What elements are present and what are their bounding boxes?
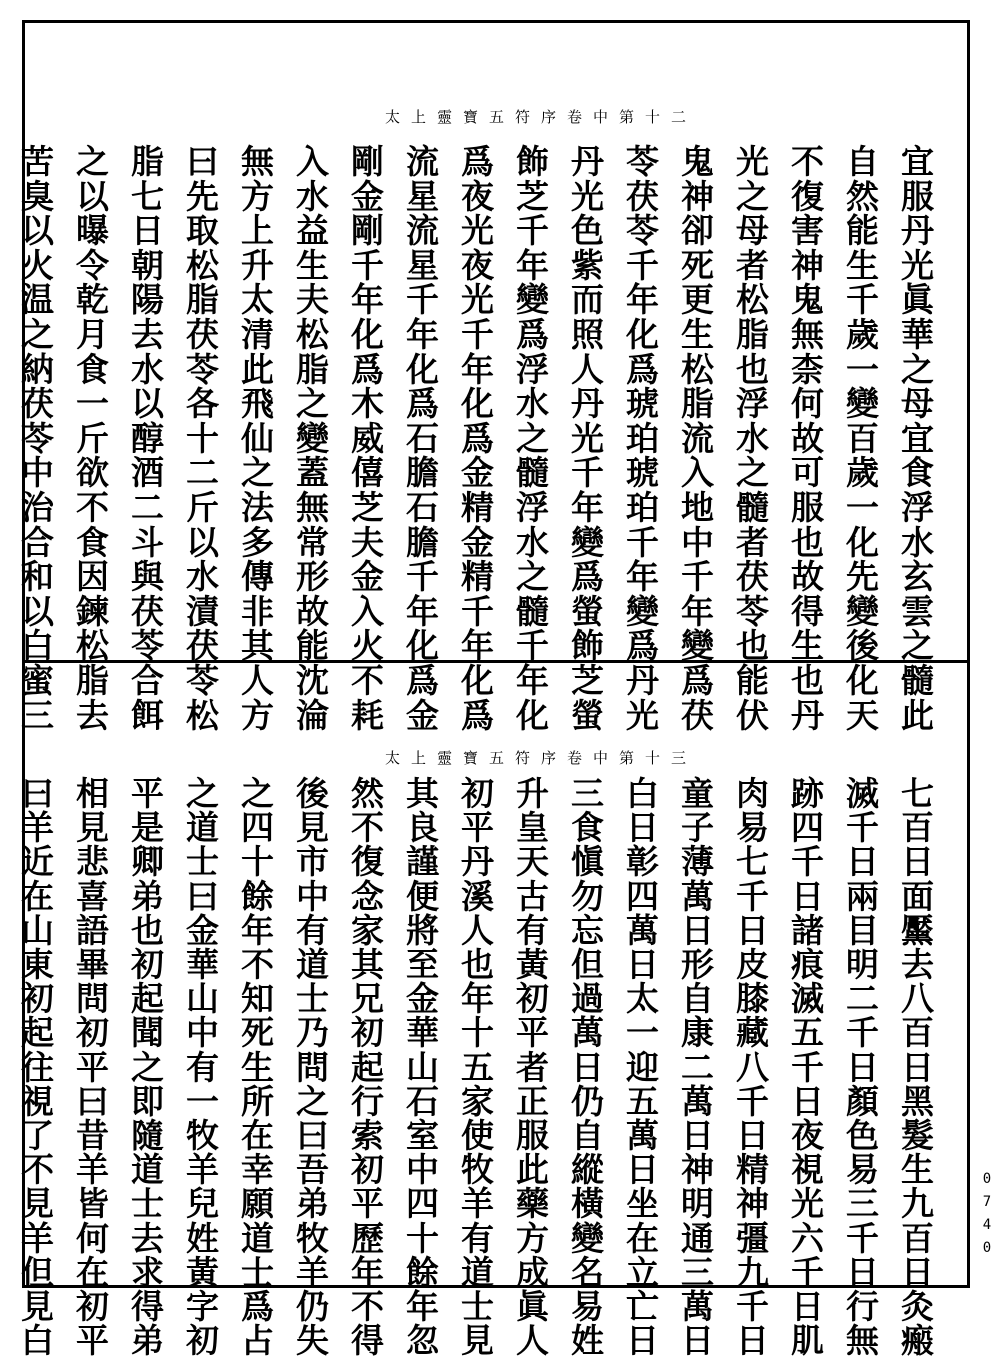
text-column: 跡四千日諸痕滅五千日夜視光六千日肌: [791, 774, 824, 1360]
text-column: 苦臭以火温之納茯苓中治合和以白蜜三: [21, 142, 54, 735]
bottom-page-panel: [21, 663, 967, 1360]
text-column: 然不復念家其兄初起行索初平歷年不得: [351, 774, 384, 1360]
text-column: [0, 777, 10, 1277]
text-column: 自然能生千歲一變百歲一化先變後化天: [846, 142, 879, 735]
top-page-header: 太上靈寶五符序卷中第十二: [385, 108, 698, 126]
text-column: 後見市中有道士乃問之曰吾弟牧羊仍失: [296, 774, 329, 1360]
text-column: 飾芝千年變爲浮水之髓浮水之髓千年化: [516, 142, 549, 735]
top-page-panel: [21, 23, 967, 735]
text-column: 三食愼勿忘但過萬日仍自縱橫變名易姓: [571, 774, 604, 1360]
text-column: [0, 145, 10, 650]
text-column: 童子薄萬日形自康二萬日神明通三萬日: [681, 774, 714, 1360]
text-column: 相見悲喜語畢問初平曰昔羊皆何在初平: [76, 774, 109, 1360]
text-column: 平是卿弟也初起聞之即隨道士去求得弟: [131, 774, 164, 1360]
page-number: 0740: [982, 1171, 992, 1256]
text-column: 升皇天古有黃初平者正服此藥方成眞人: [516, 774, 549, 1360]
text-column: 肉易七千日皮膝藏八千日精神彊九千日: [736, 774, 769, 1360]
text-column: 鬼神卻死更生松脂流入地中千年變爲茯: [681, 142, 714, 735]
text-column: 滅千日兩目明二千日顏色易三千日行無: [846, 774, 879, 1360]
text-column: 脂七日朝陽去水以醇酒二斗與茯苓合餌: [131, 142, 164, 735]
text-column: 七百日面黶去八百日黑髮生九百日灸瘢: [901, 774, 934, 1360]
bottom-text-columns: [0, 774, 945, 1360]
top-text-columns: [0, 142, 945, 735]
bottom-page-header: 太上靈寶五符序卷中第十三: [385, 749, 698, 767]
text-column: 曰先取松脂茯苓各十二斤以水漬茯苓松: [186, 142, 219, 735]
text-column: 之四十餘年不知死生所在幸願道士爲占: [241, 774, 274, 1360]
text-column: 不復害神鬼無柰何故可服也故得生也丹: [791, 142, 824, 735]
text-column: 光之母者松脂也浮水之髓者茯苓也能伏: [736, 142, 769, 735]
text-column: 白日彰四萬日太一迎五萬日坐在立亡日: [626, 774, 659, 1360]
text-column: 入水益生夫松脂之變蓋無常形故能沈淪: [296, 142, 329, 735]
text-column: 之道士曰金華山中有一牧羊兒姓黃字初: [186, 774, 219, 1360]
text-column: 苓茯苓千年化爲琥珀琥珀千年變爲丹光: [626, 142, 659, 735]
text-column: 剛金剛千年化爲木威僖芝夫金入火不耗: [351, 142, 384, 735]
text-column: 宜服丹光眞華之母宜食浮水玄雲之髓此: [901, 142, 934, 735]
text-column: 初平丹溪人也年十五家使牧羊有道士見: [461, 774, 494, 1360]
text-column: 之以曝令乾月食一斤欲不食因鍊松脂去: [76, 142, 109, 735]
text-column: 流星流星千年化爲石膽石膽千年化爲金: [406, 142, 439, 735]
text-column: 丹光色紫而照人丹光千年變爲螢飾芝螢: [571, 142, 604, 735]
text-column: 無方上升太清此飛仙之法多傳非其人方: [241, 142, 274, 735]
text-column: 曰羊近在山東初起往視了不見羊但見白: [21, 774, 54, 1360]
page-frame: [21, 20, 970, 1360]
text-column: 爲夜光夜光千年化爲金精金精千年化爲: [461, 142, 494, 735]
text-column: 其良謹便將至金華山石室中四十餘年忽: [406, 774, 439, 1360]
